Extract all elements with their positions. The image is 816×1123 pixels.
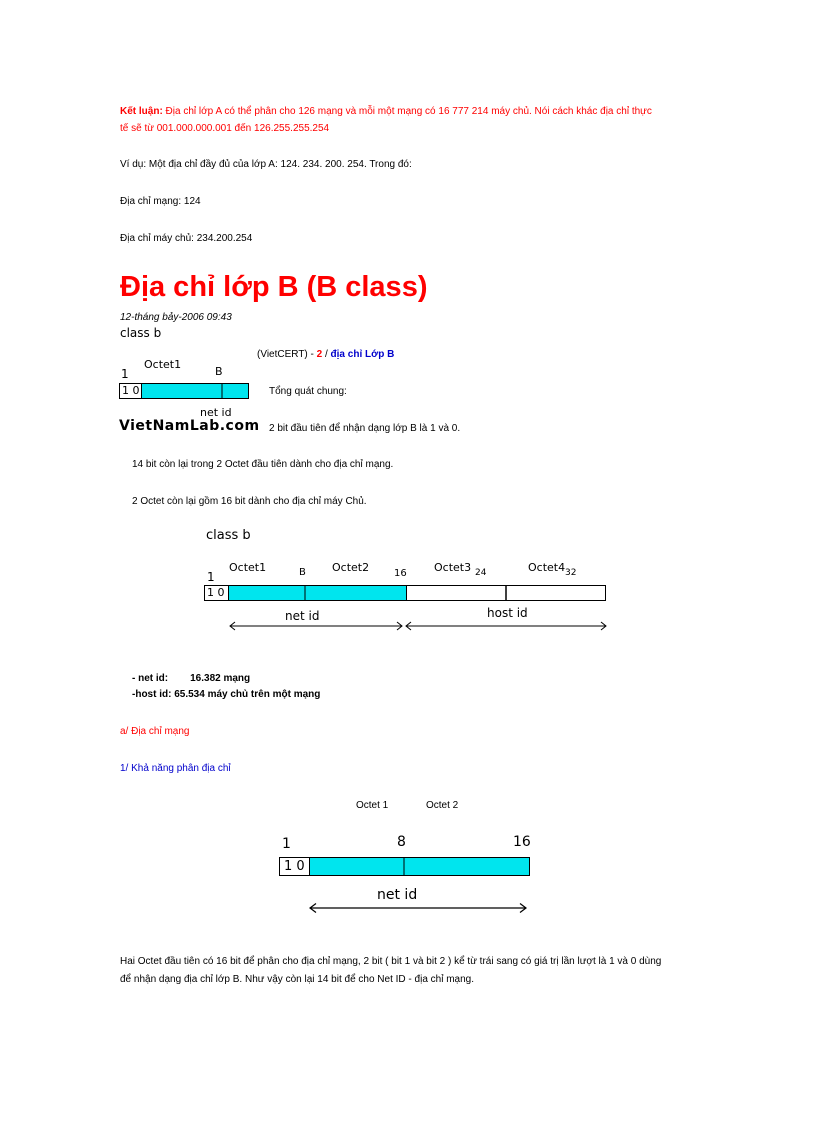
section-1: 1/ Khả năng phân địa chỉ — [120, 763, 231, 774]
diagram2-bar — [204, 585, 608, 602]
summary-net — [132, 672, 250, 686]
general-label: Tổng quát chung: — [269, 386, 347, 397]
diagram2-octet4: Octet4 — [528, 561, 566, 574]
conclusion-line1 — [120, 105, 652, 119]
diagram2-octet3: Octet3 — [434, 561, 472, 574]
conclusion-label: Kết luận: — [120, 106, 163, 117]
diagram3-arrow — [308, 902, 530, 914]
diagram2-arrows — [228, 620, 610, 632]
summary-net-value: 16.382 mạng — [190, 673, 251, 684]
diagram3-netid: net id — [377, 887, 418, 903]
diagram2-bit1: 1 — [207, 570, 215, 584]
example-host: Địa chỉ máy chủ: 234.200.254 — [120, 233, 253, 244]
diagram1-netid: net id — [200, 406, 232, 419]
section-a: a/ Địa chỉ mạng — [120, 726, 190, 737]
intro-p3: 2 Octet còn lại gồm 16 bit dành cho địa chỉ máy Chủ. — [132, 496, 367, 507]
diagram1-bit-end: B — [215, 365, 223, 378]
intro-p1: 2 bit đầu tiên để nhận dạng lớp B là 1 và 0. — [269, 423, 461, 434]
diagram1-octet-label: Octet1 — [144, 358, 182, 371]
conclusion-text: Địa chỉ lớp A có thể phân cho 126 mạng và mỗi một mạng có 16 777 214 máy chủ. Nói cách khác địa chỉ thực — [162, 106, 652, 117]
diagram2-bitB: B — [299, 567, 306, 578]
diagram1-bit-start: 1 — [121, 367, 129, 381]
final-line1: Hai Octet đầu tiên có 16 bit để phân cho địa chỉ mạng, 2 bit ( bit 1 và bit 2 ) kể từ trái sang có giá trị lần lượt là 1 và 0 dùng — [120, 956, 662, 967]
post-date: 12-tháng bảy-2006 09:43 — [120, 312, 232, 323]
intro-p2: 14 bit còn lại trong 2 Octet đầu tiên dành cho địa chỉ mạng. — [132, 459, 394, 470]
diagram2-title: class b — [206, 528, 251, 543]
diagram3-octet1: Octet 1 — [356, 800, 389, 811]
conclusion-line2: tế sẽ từ 001.000.000.001 đến 126.255.255.254 — [120, 123, 330, 134]
diagram3-bit8: 8 — [397, 834, 406, 850]
diagram2-bit16: 16 — [394, 568, 407, 579]
diagram2-octet1: Octet1 — [229, 561, 267, 574]
diagram3-bit16: 16 — [513, 834, 531, 850]
diagram3-octet2: Octet 2 — [426, 800, 459, 811]
source-link[interactable]: địa chỉ Lớp B — [330, 349, 395, 360]
diagram3-bit1: 1 — [282, 836, 291, 852]
diagram2-bit24: 24 — [475, 568, 487, 578]
summary-host: -host id: 65.534 máy chủ trên một mạng — [132, 689, 321, 700]
diagram2-bit32: 32 — [565, 568, 577, 578]
source-num: 2 — [316, 349, 323, 360]
diagram1-bits: 1 0 — [122, 384, 140, 397]
summary-net-label: - net id: — [132, 673, 169, 684]
diagram3-bits: 1 0 — [284, 859, 305, 874]
diagram1-title: class b — [120, 326, 162, 340]
diagram2-bits: 1 0 — [207, 586, 225, 599]
example-network: Địa chỉ mạng: 124 — [120, 196, 201, 207]
page-title: Địa chỉ lớp B (B class) — [120, 271, 428, 303]
source-prefix: (VietCERT) - — [257, 349, 317, 360]
diagram2-netid: net id — [285, 609, 320, 623]
final-line2: để nhận dạng địa chỉ lớp B. Như vậy còn lại 14 bit để cho Net ID - địa chỉ mạng. — [120, 974, 475, 985]
source-sep: / — [322, 349, 331, 360]
source-line — [257, 348, 394, 362]
diagram2-octet2: Octet2 — [332, 561, 370, 574]
diagram3-bar — [279, 857, 532, 877]
diagram2-hostid: host id — [487, 606, 528, 620]
watermark: VietNamLab.com — [119, 418, 260, 434]
example-line: Ví dụ: Một địa chỉ đầy đủ của lớp A: 124. 234. 200. 254. Trong đó: — [120, 159, 412, 170]
